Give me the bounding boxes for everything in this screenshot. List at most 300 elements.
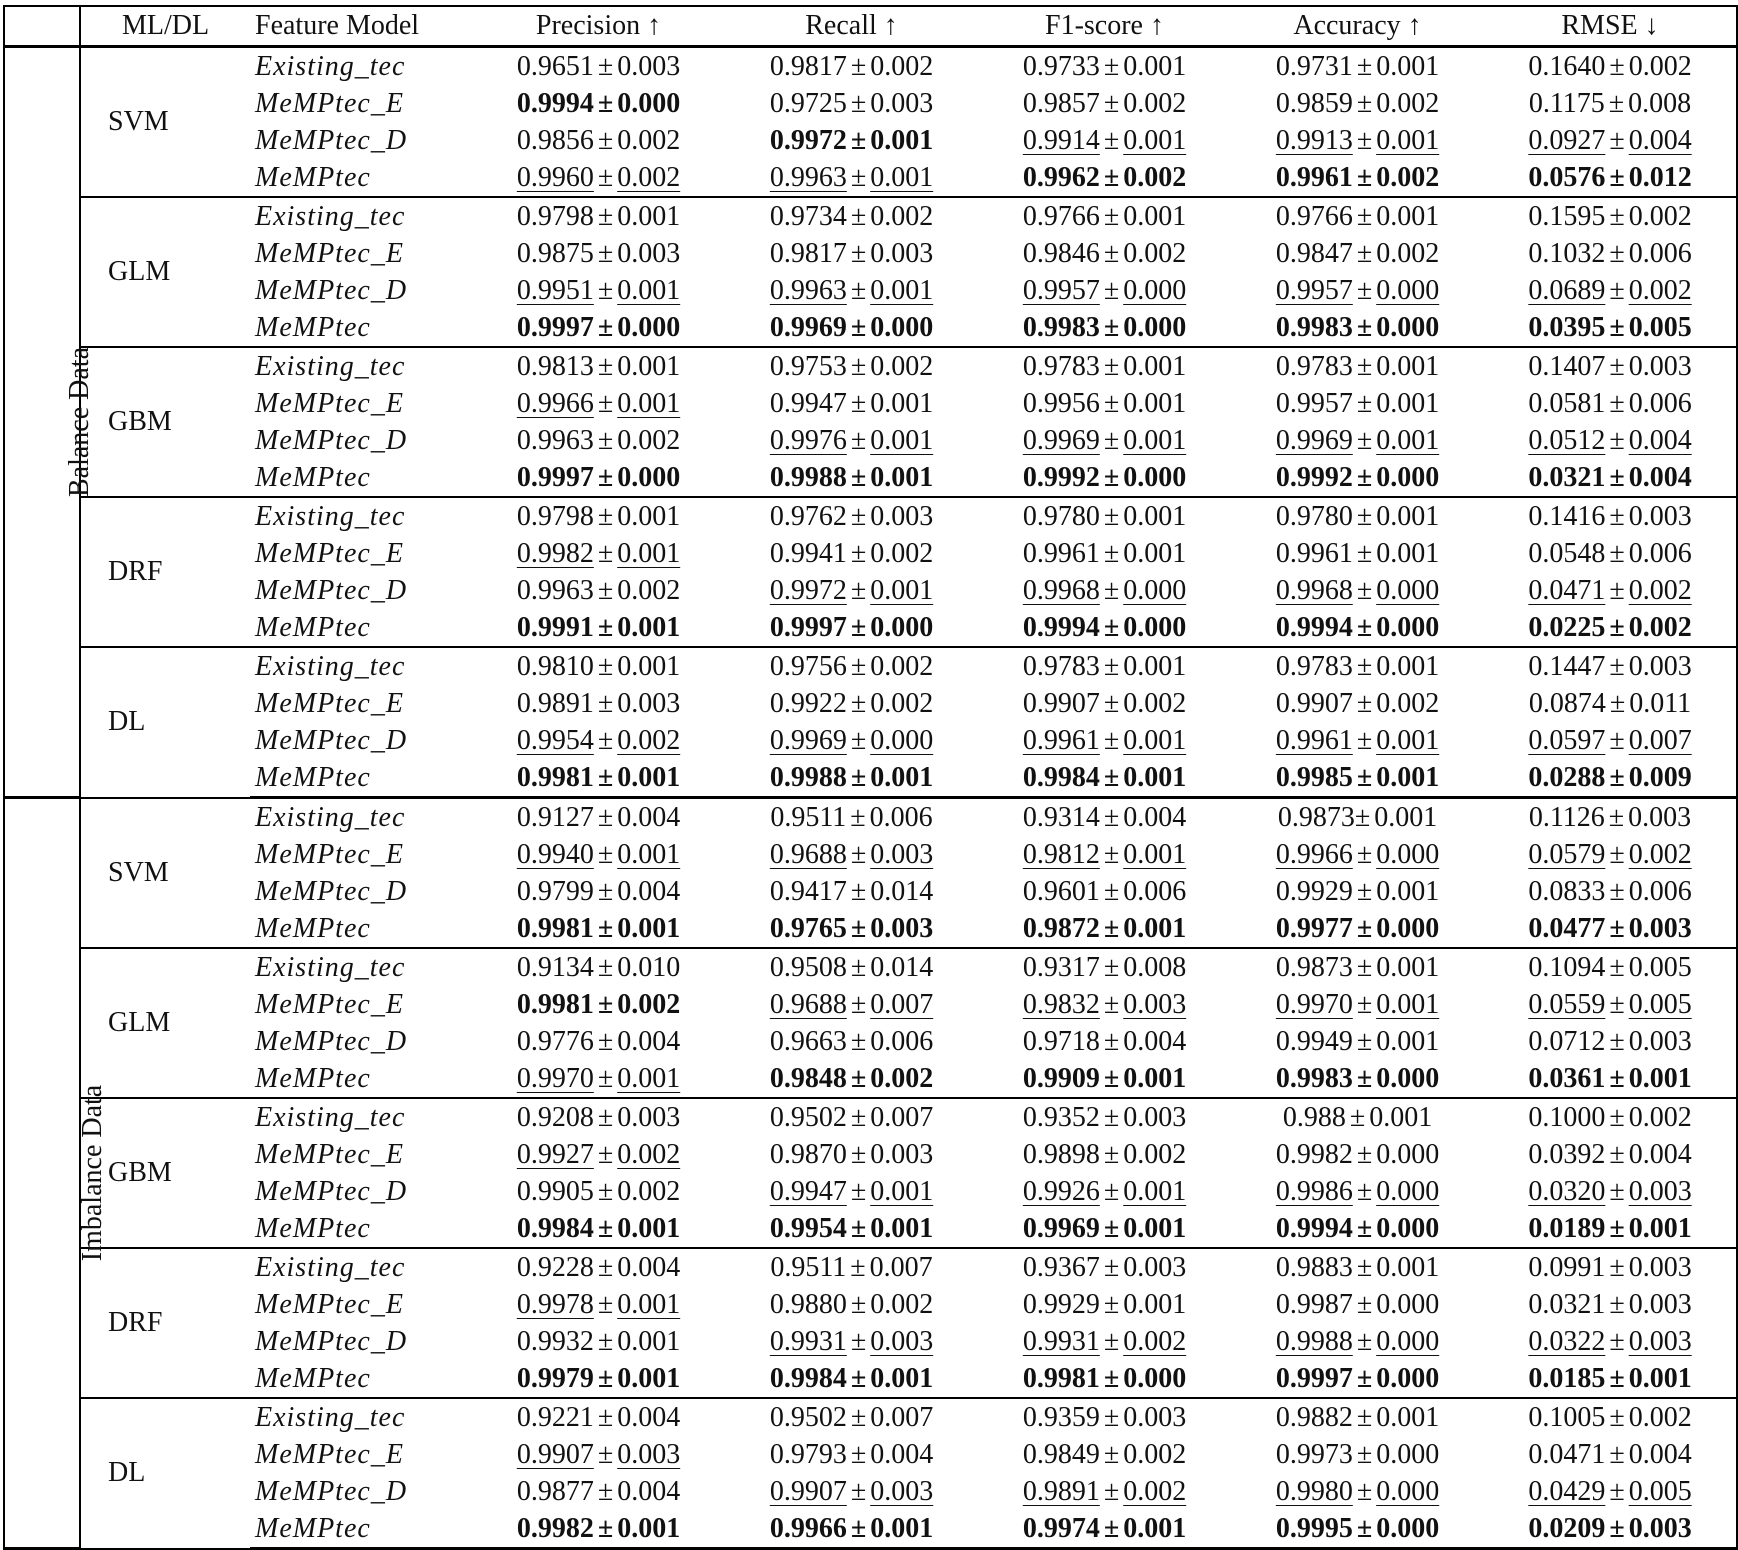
plus-minus-sign: ±: [597, 611, 614, 643]
plus-minus-sign: ±: [1609, 350, 1625, 382]
metric-std: 0.001: [1369, 1101, 1433, 1133]
cell-accuracy: [1231, 1473, 1484, 1510]
metric-mean: 0.9798: [516, 500, 594, 532]
metric-std: 0.014: [870, 875, 934, 907]
metric-mean: 0.9986: [1275, 1175, 1353, 1207]
cell-recall: [725, 759, 978, 798]
metric-std: 0.001: [1123, 724, 1187, 756]
table-row: [4, 385, 1737, 422]
metric-mean: 0.9367: [1022, 1251, 1100, 1283]
metric-std: 0.014: [870, 951, 934, 983]
metric-mean: 0.9907: [1275, 687, 1353, 719]
metric-mean: 0.9417: [769, 875, 847, 907]
plus-minus-sign: ±: [1356, 650, 1373, 682]
plus-minus-sign: ±: [1356, 1251, 1373, 1283]
feature-model-label: MeMPtec: [250, 1060, 472, 1098]
feature-model-label: MeMPtec_E: [255, 237, 404, 269]
metric-mean: 0.9994: [1275, 611, 1353, 643]
plus-minus-sign: ±: [1609, 237, 1625, 269]
plus-minus-sign: ±: [597, 761, 614, 793]
metric-std: 0.000: [617, 461, 681, 493]
cell-rmse: [1484, 459, 1737, 497]
cell-f1-score: [978, 197, 1231, 235]
metric-std: 0.000: [1123, 461, 1187, 493]
metric-mean: 0.9949: [1275, 1025, 1353, 1057]
cell-precision: [472, 1510, 725, 1549]
cell-recall: [725, 1136, 978, 1173]
plus-minus-sign: ±: [1356, 1175, 1373, 1207]
cell-f1-score: [978, 309, 1231, 347]
feature-model-label: MeMPtec_D: [255, 424, 408, 456]
metric-std: 0.001: [870, 1212, 934, 1244]
metric-mean: 0.9966: [516, 387, 594, 419]
cell-precision: [472, 910, 725, 948]
cell-precision: [472, 685, 725, 722]
metric-std: 0.001: [870, 574, 934, 606]
metric-mean: 0.9988: [769, 461, 847, 493]
plus-minus-sign: ±: [1356, 200, 1373, 232]
metric-std: 0.001: [617, 200, 681, 232]
cell-precision: [472, 609, 725, 647]
table-row: [4, 422, 1737, 459]
plus-minus-sign: ±: [1103, 1101, 1120, 1133]
feature-model-label: MeMPtec_D: [255, 1175, 408, 1207]
cell-f1-score: [978, 1323, 1231, 1360]
cell-rmse: [1484, 873, 1737, 910]
plus-minus-sign: ±: [1356, 951, 1373, 983]
cell-f1-score: [978, 459, 1231, 497]
plus-minus-sign: ±: [597, 724, 614, 756]
metric-std: 0.003: [1628, 1512, 1692, 1544]
header-row: [4, 6, 1737, 47]
metric-std: 0.000: [1123, 311, 1187, 343]
metric-std: 0.002: [1123, 1438, 1187, 1470]
metric-mean: 0.9872: [1022, 912, 1100, 944]
metric-std: 0.002: [617, 724, 681, 756]
metric-std: 0.001: [1628, 1062, 1692, 1094]
metric-std: 0.011: [1629, 687, 1692, 719]
feature-model-label: MeMPtec: [250, 1510, 472, 1549]
cell-precision: [472, 1210, 725, 1248]
cell-rmse: [1484, 1136, 1737, 1173]
plus-minus-sign: ±: [850, 1475, 867, 1507]
feature-model-label: MeMPtec_E: [255, 687, 404, 719]
table-row: [4, 197, 1737, 235]
cell-accuracy: [1231, 1286, 1484, 1323]
table-row: [4, 85, 1737, 122]
metric-mean: 0.9957: [1275, 274, 1353, 306]
plus-minus-sign: ±: [1609, 500, 1625, 532]
cell-accuracy: [1231, 759, 1484, 798]
metric-std: 0.000: [1376, 311, 1440, 343]
plus-minus-sign: ±: [1356, 1512, 1373, 1544]
metric-std: 0.001: [870, 161, 934, 193]
metric-mean: 0.9994: [1022, 611, 1100, 643]
metric-mean: 0.9926: [1022, 1175, 1100, 1207]
cell-recall: [725, 535, 978, 572]
metric-std: 0.001: [617, 1062, 681, 1094]
plus-minus-sign: ±: [850, 1362, 867, 1394]
metric-std: 0.000: [1376, 1138, 1440, 1170]
cell-recall: [725, 1286, 978, 1323]
metric-mean: 0.0477: [1528, 912, 1606, 944]
metric-mean: 0.0927: [1528, 124, 1606, 156]
cell-precision: [472, 122, 725, 159]
plus-minus-sign: ±: [1103, 724, 1120, 756]
metric-mean: 0.9978: [516, 1288, 594, 1320]
feature-model-label: MeMPtec: [250, 609, 472, 647]
metric-mean: 0.0189: [1528, 1212, 1606, 1244]
table-row: [4, 1173, 1737, 1210]
feature-model-label: MeMPtec_D: [255, 1475, 408, 1507]
metric-std: 0.000: [870, 611, 934, 643]
cell-rmse: [1484, 910, 1737, 948]
metric-mean: 0.9963: [516, 574, 594, 606]
metric-mean: 0.9997: [1275, 1362, 1353, 1394]
metric-mean: 0.9970: [1275, 988, 1353, 1020]
cell-recall: [725, 572, 978, 609]
table-row: [4, 910, 1737, 948]
plus-minus-sign: ±: [1103, 350, 1120, 382]
cell-accuracy: [1231, 1136, 1484, 1173]
plus-minus-sign: ±: [1356, 611, 1373, 643]
metric-mean: 0.0512: [1528, 424, 1606, 456]
metric-std: 0.004: [617, 875, 681, 907]
cell-f1-score: [978, 1286, 1231, 1323]
cell-rmse: [1484, 836, 1737, 873]
metric-std: 0.001: [870, 1175, 934, 1207]
plus-minus-sign: ±: [1103, 50, 1120, 82]
cell-recall: [725, 798, 978, 837]
metric-std: 0.001: [1123, 424, 1187, 456]
metric-mean: 0.9954: [769, 1212, 847, 1244]
cell-recall: [725, 1360, 978, 1398]
plus-minus-sign: ±: [850, 1025, 867, 1057]
metric-std: 0.003: [870, 912, 934, 944]
table-row: [4, 47, 1737, 86]
cell-accuracy: [1231, 1098, 1484, 1136]
cell-f1-score: [978, 986, 1231, 1023]
cell-precision: [472, 1098, 725, 1136]
metric-mean: 0.9508: [769, 951, 847, 983]
cell-rmse: [1484, 1023, 1737, 1060]
plus-minus-sign: ±: [597, 500, 614, 532]
metric-std: 0.001: [870, 1512, 934, 1544]
cell-rmse: [1484, 272, 1737, 309]
plus-minus-sign: ±: [1609, 161, 1625, 193]
cell-precision: [472, 347, 725, 385]
cell-accuracy: [1231, 1398, 1484, 1436]
metric-std: 0.002: [1628, 1401, 1692, 1433]
metric-std: 0.002: [617, 424, 681, 456]
metric-mean: 0.9134: [516, 951, 594, 983]
metric-mean: 0.9962: [1022, 161, 1100, 193]
metric-std: 0.000: [1376, 274, 1440, 306]
cell-rmse: [1484, 347, 1737, 385]
metric-mean: 0.9951: [516, 274, 594, 306]
plus-minus-sign: ±: [850, 50, 867, 82]
cell-accuracy: [1231, 47, 1484, 86]
metric-std: 0.000: [870, 311, 934, 343]
cell-recall: [725, 1398, 978, 1436]
plus-minus-sign: ±: [850, 161, 867, 193]
metric-mean: 0.9961: [1022, 537, 1100, 569]
plus-minus-sign: ±: [850, 611, 867, 643]
cell-accuracy: [1231, 197, 1484, 235]
model-label: DRF: [80, 1248, 250, 1398]
plus-minus-sign: ±: [597, 1288, 614, 1320]
cell-precision: [472, 1398, 725, 1436]
cell-rmse: [1484, 722, 1737, 759]
cell-rmse: [1484, 235, 1737, 272]
plus-minus-sign: ±: [850, 274, 867, 306]
metric-mean: 0.9765: [769, 912, 847, 944]
plus-minus-sign: ±: [1103, 500, 1120, 532]
metric-std: 0.003: [870, 838, 934, 870]
metric-mean: 0.9502: [769, 1101, 847, 1133]
cell-f1-score: [978, 685, 1231, 722]
cell-recall: [725, 1436, 978, 1473]
plus-minus-sign: ±: [1356, 838, 1373, 870]
metric-std: 0.002: [1628, 611, 1692, 643]
plus-minus-sign: ±: [1609, 1062, 1625, 1094]
plus-minus-sign: ±: [1103, 1438, 1120, 1470]
plus-minus-sign: ±: [597, 350, 614, 382]
cell-recall: [725, 47, 978, 86]
cell-recall: [725, 685, 978, 722]
plus-minus-sign: ±: [1356, 1362, 1373, 1394]
metric-mean: 0.9756: [769, 650, 847, 682]
metric-std: 0.001: [1123, 124, 1187, 156]
metric-std: 0.002: [870, 350, 934, 382]
cell-rmse: [1484, 422, 1737, 459]
metric-std: 0.004: [1628, 1438, 1692, 1470]
metric-mean: 0.1407: [1528, 350, 1606, 382]
metric-mean: 0.0991: [1528, 1251, 1606, 1283]
metric-std: 0.002: [1123, 1475, 1187, 1507]
cell-rmse: [1484, 85, 1737, 122]
cell-precision: [472, 759, 725, 798]
table-row: [4, 1510, 1737, 1549]
cell-rmse: [1484, 572, 1737, 609]
metric-std: 0.007: [869, 1251, 933, 1283]
metric-std: 0.003: [1628, 1288, 1692, 1320]
model-label: GLM: [80, 197, 250, 347]
cell-accuracy: [1231, 159, 1484, 197]
cell-rmse: [1484, 122, 1737, 159]
plus-minus-sign: ±: [1609, 387, 1625, 419]
feature-model-label: MeMPtec: [250, 1360, 472, 1398]
metric-mean: 0.9981: [516, 988, 594, 1020]
metric-mean: 0.9976: [769, 424, 847, 456]
metric-mean: 0.9601: [1022, 875, 1100, 907]
cell-rmse: [1484, 47, 1737, 86]
metric-mean: 0.9753: [769, 350, 847, 382]
metric-std: 0.003: [617, 1101, 681, 1133]
metric-mean: 0.9982: [516, 1512, 594, 1544]
metric-mean: 0.0392: [1528, 1138, 1606, 1170]
metric-std: 0.000: [1376, 1475, 1440, 1507]
plus-minus-sign: ±: [1103, 951, 1120, 983]
cell-precision: [472, 422, 725, 459]
metric-std: 0.003: [870, 1475, 934, 1507]
plus-minus-sign: ±: [1103, 1025, 1120, 1057]
metric-mean: 0.9961: [1022, 724, 1100, 756]
metric-mean: 0.0429: [1528, 1475, 1606, 1507]
cell-recall: [725, 1210, 978, 1248]
cell-recall: [725, 722, 978, 759]
plus-minus-sign: ±: [850, 1101, 867, 1133]
cell-accuracy: [1231, 1323, 1484, 1360]
metric-mean: 0.9970: [516, 1062, 594, 1094]
plus-minus-sign: ±: [597, 1401, 614, 1433]
cell-precision: [472, 1060, 725, 1098]
metric-std: 0.002: [870, 200, 934, 232]
plus-minus-sign: ±: [850, 988, 867, 1020]
cell-accuracy: [1231, 910, 1484, 948]
metric-mean: 0.9913: [1275, 124, 1353, 156]
table-row: [4, 1210, 1737, 1248]
metric-mean: 0.0597: [1528, 724, 1606, 756]
metric-std: 0.002: [1123, 1138, 1187, 1170]
metric-std: 0.001: [617, 1362, 681, 1394]
metric-mean: 0.988: [1282, 1101, 1346, 1133]
plus-minus-sign: ±: [597, 1101, 614, 1133]
cell-precision: [472, 948, 725, 986]
metric-std: 0.002: [1123, 687, 1187, 719]
cell-precision: [472, 385, 725, 422]
plus-minus-sign: ±: [1356, 574, 1373, 606]
metric-std: 0.001: [1376, 200, 1440, 232]
metric-mean: 0.9956: [1022, 387, 1100, 419]
metric-mean: 0.9992: [1275, 461, 1353, 493]
cell-f1-score: [978, 759, 1231, 798]
metric-std: 0.001: [1376, 1401, 1440, 1433]
cell-recall: [725, 159, 978, 197]
metric-mean: 0.9718: [1022, 1025, 1100, 1057]
plus-minus-sign: ±: [1103, 838, 1120, 870]
cell-f1-score: [978, 1023, 1231, 1060]
metric-std: 0.002: [617, 1138, 681, 1170]
cell-f1-score: [978, 1398, 1231, 1436]
plus-minus-sign: ±: [1609, 1251, 1625, 1283]
metric-mean: 0.9972: [769, 124, 847, 156]
metric-mean: 0.1000: [1528, 1101, 1606, 1133]
metric-std: 0.004: [617, 1475, 681, 1507]
cell-rmse: [1484, 798, 1737, 837]
metric-std: 0.002: [1123, 161, 1187, 193]
cell-recall: [725, 235, 978, 272]
metric-mean: 0.9979: [516, 1362, 594, 1394]
metric-mean: 0.9961: [1275, 537, 1353, 569]
metric-mean: 0.1447: [1528, 650, 1606, 682]
metric-std: 0.007: [870, 988, 934, 1020]
cell-recall: [725, 1510, 978, 1549]
metric-mean: 0.0185: [1528, 1362, 1606, 1394]
plus-minus-sign: ±: [1356, 1212, 1373, 1244]
plus-minus-sign: ±: [597, 274, 614, 306]
metric-std: 0.002: [1123, 1325, 1187, 1357]
metric-mean: 0.9873: [1275, 951, 1353, 983]
plus-minus-sign: ±: [597, 650, 614, 682]
metric-mean: 0.9963: [769, 274, 847, 306]
dataset-label-cell: [4, 47, 96, 798]
cell-recall: [725, 385, 978, 422]
feature-model-label: MeMPtec_E: [255, 988, 404, 1020]
metric-mean: 0.9783: [1022, 350, 1100, 382]
cell-precision: [472, 159, 725, 197]
plus-minus-sign: ±: [850, 1212, 867, 1244]
metric-mean: 0.9359: [1022, 1401, 1100, 1433]
cell-accuracy: [1231, 1510, 1484, 1549]
cell-f1-score: [978, 798, 1231, 837]
metric-std: 0.006: [870, 1025, 934, 1057]
plus-minus-sign: ±: [1356, 1062, 1373, 1094]
metric-std: 0.002: [870, 1288, 934, 1320]
plus-minus-sign: ±: [1103, 1288, 1120, 1320]
metric-mean: 0.9968: [1275, 574, 1353, 606]
metric-std: 0.001: [617, 274, 681, 306]
table-row: [4, 347, 1737, 385]
metric-std: 0.003: [870, 1325, 934, 1357]
metric-mean: 0.9907: [516, 1438, 594, 1470]
plus-minus-sign: ±: [1103, 161, 1120, 193]
metric-mean: 0.9799: [516, 875, 594, 907]
plus-minus-sign: ±: [850, 1288, 867, 1320]
metric-std: 0.004: [1628, 124, 1692, 156]
metric-mean: 0.9812: [1022, 838, 1100, 870]
metric-mean: 0.9992: [1022, 461, 1100, 493]
metric-mean: 0.1126: [1528, 801, 1605, 833]
cell-precision: [472, 1360, 725, 1398]
feature-model-label: MeMPtec_E: [255, 387, 404, 419]
table-row: [4, 122, 1737, 159]
plus-minus-sign: ±: [1356, 1025, 1373, 1057]
feature-model-label: Existing_tec: [255, 951, 406, 983]
plus-minus-sign: ±: [1609, 311, 1625, 343]
plus-minus-sign: ±: [1609, 1101, 1625, 1133]
cell-precision: [472, 647, 725, 685]
metric-std: 0.001: [1376, 650, 1440, 682]
metric-std: 0.002: [617, 574, 681, 606]
metric-mean: 0.9780: [1275, 500, 1353, 532]
cell-accuracy: [1231, 347, 1484, 385]
metric-mean: 0.0559: [1528, 988, 1606, 1020]
cell-accuracy: [1231, 1436, 1484, 1473]
cell-recall: [725, 609, 978, 647]
metric-mean: 0.9977: [1275, 912, 1353, 944]
table-row: [4, 759, 1737, 798]
cell-rmse: [1484, 497, 1737, 535]
metric-std: 0.005: [1628, 951, 1692, 983]
plus-minus-sign: ±: [597, 1438, 614, 1470]
metric-std: 0.000: [617, 87, 681, 119]
metric-std: 0.002: [1376, 161, 1440, 193]
feature-model-label: MeMPtec: [250, 1210, 472, 1248]
plus-minus-sign: ±: [1356, 1475, 1373, 1507]
table-row: [4, 1323, 1737, 1360]
cell-f1-score: [978, 609, 1231, 647]
cell-recall: [725, 647, 978, 685]
metric-std: 0.000: [1376, 1438, 1440, 1470]
metric-std: 0.001: [870, 424, 934, 456]
metric-mean: 0.9991: [516, 611, 594, 643]
metric-mean: 0.0689: [1528, 274, 1606, 306]
metric-mean: 0.9966: [769, 1512, 847, 1544]
metric-mean: 0.9973: [1275, 1438, 1353, 1470]
plus-minus-sign: ±: [1356, 761, 1373, 793]
cell-rmse: [1484, 1323, 1737, 1360]
